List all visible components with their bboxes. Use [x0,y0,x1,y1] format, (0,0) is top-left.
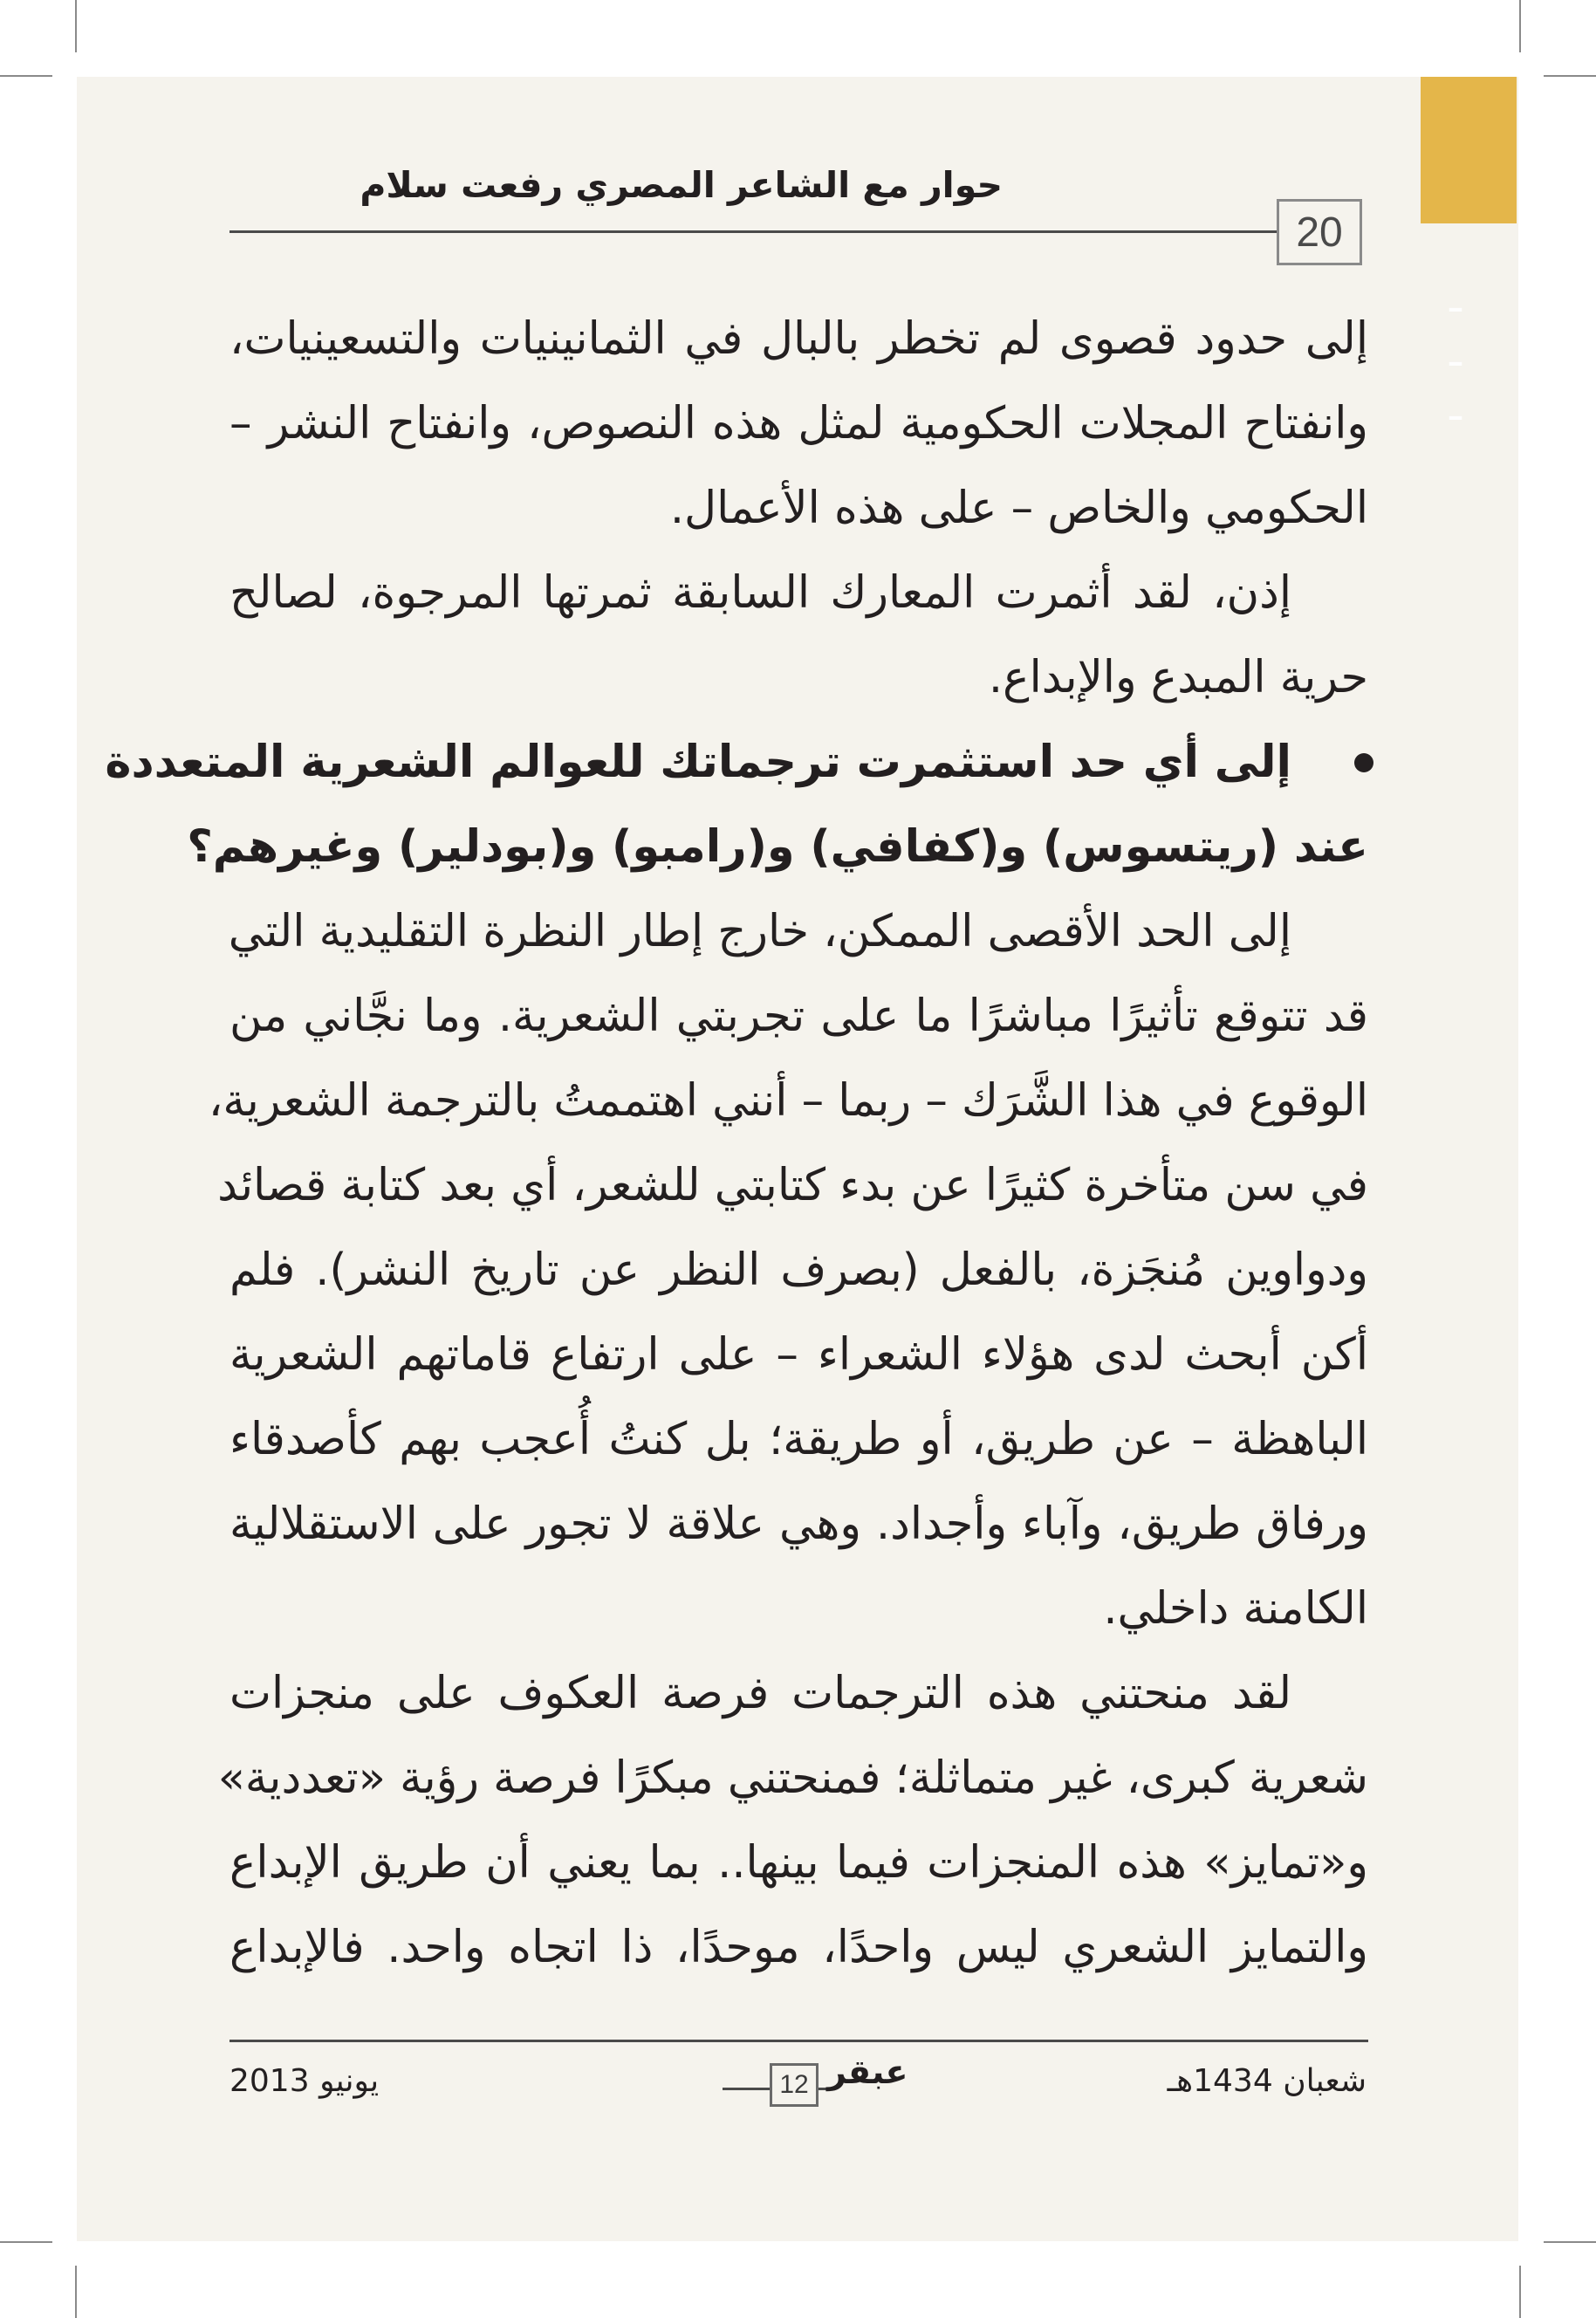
text-line: وانفتاح المجلات الحكومية لمثل هذه النصوص، وانفتاح النشر – [229,398,1368,449]
text-line: الكامنة داخلي. [1103,1583,1368,1635]
crop-mark [0,2241,52,2243]
issue-number: 12 [770,2063,819,2107]
crop-mark [1519,0,1521,52]
text-line: الباهظة – عن طريق، أو طريقة؛ بل كنتُ أُعجب بهم كأصدقاء [229,1414,1368,1465]
text-line: قد تتوقع تأثيرًا مباشرًا ما على تجربتي الشعرية. وما نجَّاني من [229,991,1368,1042]
crop-mark [1519,2266,1521,2318]
text-line: و«تمايز» هذه المنجزات فيما بينها.. بما يعني أن طريق الإبداع [229,1837,1368,1889]
text-line: ورفاق طريق، وآباء وأجداد. وهي علاقة لا تجور على الاستقلالية [229,1498,1368,1550]
text-line: أكن أبحث لدى هؤلاء الشعراء – على ارتفاع قاماتهم الشعرية [229,1329,1368,1381]
magazine-logo: عبقر [827,2053,908,2091]
text-line: الوقوع في هذا الشَّرَك – ربما – أنني اهتممتُ بالترجمة الشعرية، [208,1075,1368,1127]
section-color-tab [1421,77,1517,223]
text-line: إلى حدود قصوى لم تخطر بالبال في الثمانينيات والتسعينيات، [229,313,1368,365]
text-line: والتمايز الشعري ليس واحدًا، موحدًا، ذا اتجاه واحد. فالإبداع [229,1922,1368,1973]
text-line: شعرية كبرى، غير متماثلة؛ فمنحتني مبكرًا فرصة رؤية «تعددية» [217,1752,1368,1804]
question-text: إلى أي حد استثمرت ترجماتك للعوالم الشعرية المتعددة [105,737,1291,788]
text-line: لقد منحتني هذه الترجمات فرصة العكوف على منجزات [229,1668,1291,1719]
footer-magazine-mark [716,2053,921,2109]
article-body [105,297,1368,1990]
footer-hijri-date: شعبان 1434هـ [1167,2063,1367,2099]
text-line: في سن متأخرة كثيرًا عن بدء كتابتي للشعر، أي بعد كتابة قصائد [217,1160,1368,1211]
interview-question-line: عند (ريتسوس) و(كفافي) و(رامبو) و(بودلير) وغيرهم؟ [187,821,1368,873]
header-rule [229,230,1277,233]
crop-mark [0,75,52,77]
running-header-title: حوار مع الشاعر المصري رفعت سلام [360,164,1003,206]
text-line: ودواوين مُنجَزة، بالفعل (بصرف النظر عن تاريخ النشر). فلم [229,1245,1368,1296]
bullet-icon [1354,753,1373,772]
text-line: حرية المبدع والإبداع. [988,652,1368,703]
crop-mark [1544,2241,1596,2243]
text-line: إلى الحد الأقصى الممكن، خارج إطار النظرة التقليدية التي [228,906,1291,957]
text-line: الحكومي والخاص – على هذه الأعمال. [669,483,1368,534]
crop-mark [1544,75,1596,77]
footer-mark-line [723,2088,770,2090]
footer-rule [229,2040,1368,2042]
crop-mark [75,0,77,52]
footer-gregorian-date: يونيو 2013 [229,2063,380,2099]
interview-question-line [105,720,1368,805]
text-line: إذن، لقد أثمرت المعارك السابقة ثمرتها المرجوة، لصالح [229,567,1291,619]
section-calligraphy-ornament: ـ ـ ـ [1449,274,1462,429]
crop-mark [75,2266,77,2318]
page-number: 20 [1277,199,1362,265]
